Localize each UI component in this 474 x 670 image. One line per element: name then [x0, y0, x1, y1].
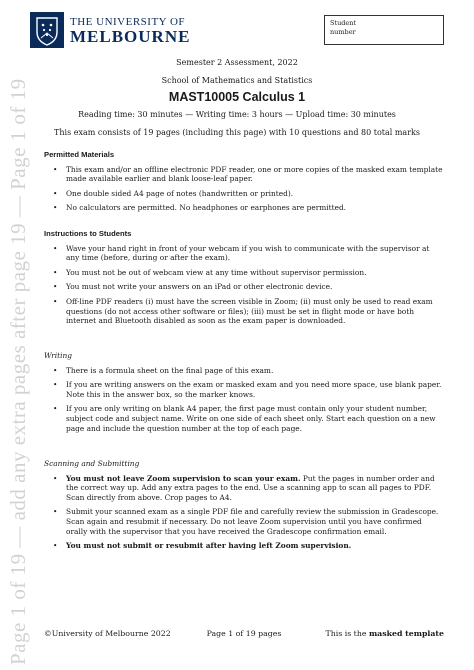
bullet-icon: •: [53, 473, 58, 483]
list-item: • Wave your hand right in front of your webcam if you wish to communicate with the supervisor at any time (before, during or after the exam).: [53, 243, 430, 263]
bullet-icon: •: [53, 203, 58, 213]
footer-page-count: Page 1 of 19 pages: [206, 629, 282, 638]
list-item: • This exam and/or an offline electronic PDF reader, one or more copies of the masked exam template made available earlier and blank loose-leaf paper.: [53, 164, 443, 184]
bullet-icon: •: [53, 282, 58, 292]
bullet-icon: •: [53, 296, 58, 306]
footer-copyright: ©University of Melbourne 2022: [44, 629, 171, 638]
semester-line: Semester 2 Assessment, 2022: [176, 58, 298, 67]
list-item: • No calculators are permitted. No headphones or earphones are permitted.: [53, 203, 347, 213]
list-item: • You must not leave Zoom supervision to scan your exam. Put the pages in number order and the correct way up. Add any extra pages to the end. Use a scanning app to scan all pages to PDF. Scan directly from above. Crop pages to A4.: [53, 473, 435, 502]
university-logo: [30, 12, 190, 48]
logo-line-2: MELBOURNE: [70, 26, 191, 46]
list-item: • If you are writing answers on the exam or masked exam and you need more space, use blank paper. Note this in the answer box, so the marker knows.: [53, 380, 442, 399]
permitted-heading: Permitted Materials: [44, 150, 115, 159]
writing-section: [44, 351, 444, 441]
bullet-icon: •: [53, 507, 58, 517]
logo-line-1: THE UNIVERSITY OF: [70, 15, 186, 28]
bullet-icon: •: [53, 380, 58, 390]
course-title: MAST10005 Calculus 1: [168, 90, 306, 104]
school-line: School of Mathematics and Statistics: [161, 76, 313, 85]
list-item: • You must not submit or resubmit after having left Zoom supervision.: [53, 541, 352, 551]
vertical-watermark: Page 1 of 19 — add any extra pages after page 19 — Page 1 of 19: [6, 78, 30, 665]
footer-template-note: This is the masked template: [325, 629, 444, 638]
university-crest-icon: [30, 12, 64, 48]
list-item: • You must not be out of webcam view at any time without supervisor permission.: [53, 267, 367, 277]
bullet-icon: •: [53, 243, 58, 253]
student-box-label-1: Student: [330, 19, 357, 27]
scanning-section: [44, 459, 444, 559]
student-box-label-2: number: [330, 28, 356, 36]
page-footer: [44, 629, 444, 641]
list-item: • One double sided A4 page of notes (handwritten or printed).: [53, 188, 294, 198]
bullet-icon: •: [53, 267, 58, 277]
list-item: • You must not write your answers on an iPad or other electronic device.: [53, 282, 333, 292]
list-item: • There is a formula sheet on the final page of this exam.: [53, 365, 274, 375]
list-item: • Submit your scanned exam as a single PDF file and carefully review the submission in Gradescope. Scan again and resubmit if necessary. Do not leave Zoom supervision until you have confirmed orally with the supervisor that you have received the Gradescope confirmation email.: [53, 507, 439, 536]
permitted-materials-section: [44, 150, 444, 221]
bullet-icon: •: [53, 404, 58, 414]
bullet-icon: •: [53, 164, 58, 174]
scanning-heading: Scanning and Submitting: [44, 459, 140, 468]
instructions-section: [44, 229, 444, 334]
student-number-box[interactable]: [324, 15, 444, 45]
instructions-heading: Instructions to Students: [44, 229, 132, 238]
summary-line: This exam consists of 19 pages (including this page) with 10 questions and 80 total marks: [54, 128, 420, 137]
writing-heading: Writing: [44, 351, 72, 360]
bullet-icon: •: [53, 365, 58, 375]
list-item: • Off-line PDF readers (i) must have the screen visible in Zoom; (ii) must only be used to read exam questions (do not access other software or files); (iii) must be set in flight mode or have both internet and Bluetooth disabled as soon as the exam paper is downloaded.: [53, 296, 433, 326]
times-line: Reading time: 30 minutes — Writing time: 3 hours — Upload time: 30 minutes: [78, 110, 396, 119]
bullet-icon: •: [53, 541, 58, 551]
list-item: • If you are only writing on blank A4 paper, the first page must contain only your student number, subject code and subject name. Write on one side of each sheet only. Start each question on a new page and include the question number at the top of each page.: [53, 404, 436, 433]
bullet-icon: •: [53, 188, 58, 198]
